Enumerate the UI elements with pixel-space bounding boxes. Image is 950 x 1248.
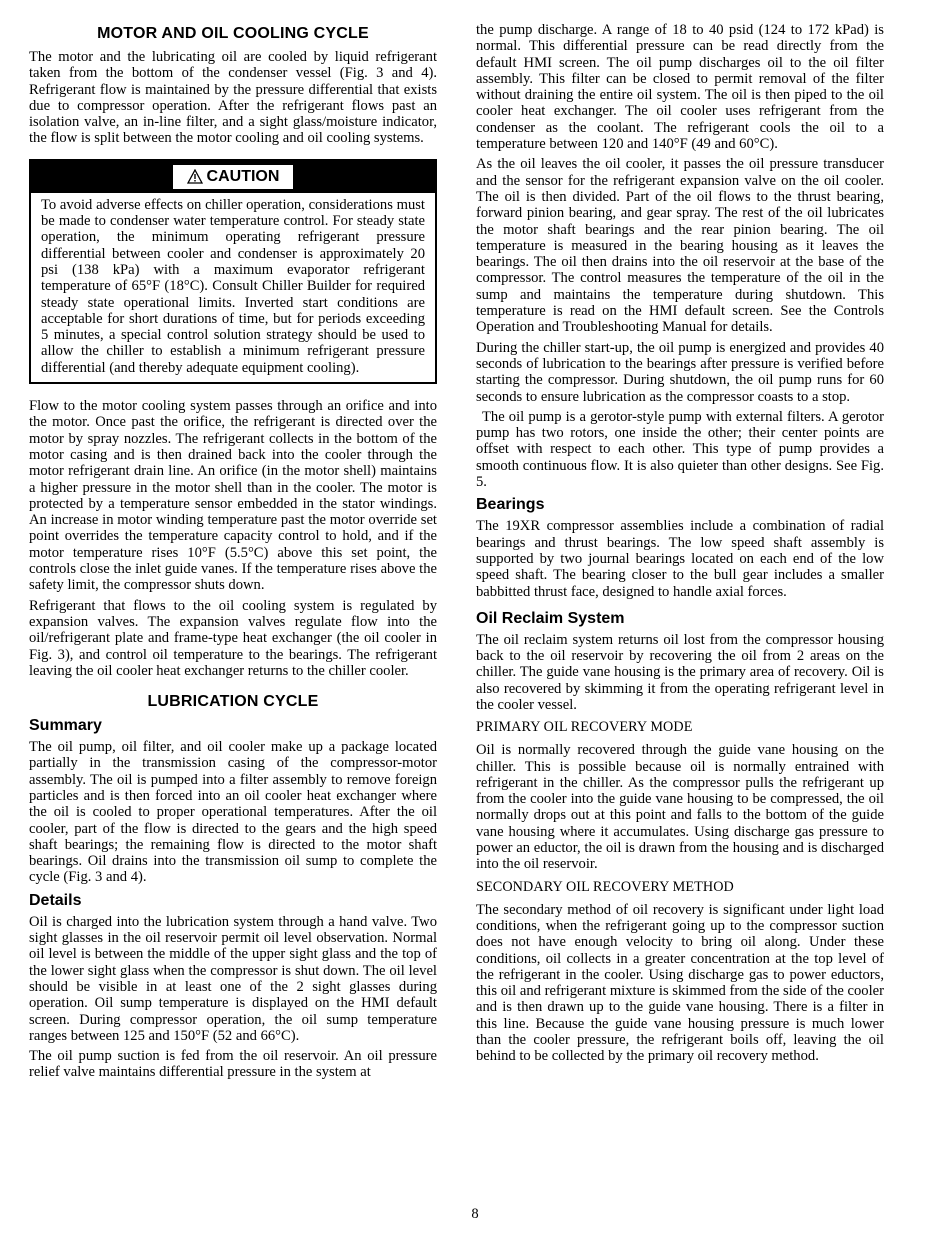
details-heading: Details xyxy=(29,891,82,909)
left-column xyxy=(29,22,437,1085)
caution-label: CAUTION xyxy=(206,167,280,185)
page-number: 8 xyxy=(471,1206,479,1222)
details-paragraph-1: Oil is charged into the lubrication system through a hand valve. Two sight glasses in the oil reservoir permit oil level observation. Normal oil level is between the middle of the upper sight glass and the top of the lower sight glass when the compressor is shut down. The oil level should be visible in at least one of the 2 sight glasses during operation. Oil sump temperature is displayed on the HMI default screen. During compressor operation, the oil sump temperature ranges between 125 and 150°F (52 and 66°C). xyxy=(29,913,437,1044)
motor-cooling-paragraph: The motor and the lubricating oil are cooled by liquid refrigerant taken from the bottom of the condenser vessel (Fig. 3 and 4). Refrigerant flow is maintained by the pressure differential that exists due to compressor operation. After the refrigerant flows past an isolation valve, an in-line filter, and a sight glass/moisture indicator, the flow is split between the motor cooling and oil cooling systems. xyxy=(29,49,437,147)
right-column xyxy=(476,22,884,1069)
primary-recovery-heading: PRIMARY OIL RECOVERY MODE xyxy=(476,719,693,736)
caution-header-bar xyxy=(31,161,435,193)
caution-label-box xyxy=(172,164,295,190)
summary-paragraph: The oil pump, oil filter, and oil cooler make up a package located partially in the transmission casing of the compressor-motor assembly. The oil is pumped into a filter assembly to remove foreign particles and is then forced into an oil cooler heat exchanger where the oil is cooled to proper operational temperatures. After the oil cooler, part of the flow is directed to the gears and the high speed shaft bearings; the remaining flow is directed to the motor shaft bearings. Oil drains into the transmission oil sump to complete the cycle (Fig. 3 and 4). xyxy=(29,739,437,886)
bearings-paragraph: The 19XR compressor assemblies include a combination of radial bearings and thrust bearings. The low speed shaft assembly is supported by two journal bearings located on each end of the low speed shaft. The bearing closer to the bull gear includes a smaller babbitted thrust face, designed to handle axial forces. xyxy=(476,518,884,600)
motor-oil-cooling-heading: MOTOR AND OIL COOLING CYCLE xyxy=(97,25,369,42)
motor-flow-paragraph: Flow to the motor cooling system passes through an orifice and into the motor. Once past the orifice, the refrigerant is directed over the motor by spray nozzles. The refrigerant collects in the bottom of the motor casing and is then drained back into the cooler through the motor refrigerant drain line. An orifice (in the motor shell) maintains a higher pressure in the motor shell than in the cooler. The motor is protected by a temperature sensor embedded in the stator windings. An increase in motor winding temperature past the motor override set point overrides the temperature capacity control to hold, and if the motor temperature rises 10°F (5.5°C) above this set point, the controls close the inlet guide vanes. If the temperature rises above the safety limit, the compressor shuts down. xyxy=(29,398,437,594)
summary-heading: Summary xyxy=(29,717,102,735)
primary-recovery-paragraph: Oil is normally recovered through the guide vane housing on the chiller. This is possible because oil is normally entrained with refrigerant in the chiller. As the compressor pulls the refrigerant up from the cooler into the guide vane housing to be compressed, the oil normally drops out at this point and falls to the bottom of the guide vane housing where it accumulates. Using discharge gas pressure to power an eductor, the oil is drawn from the housing and is discharged into the oil reservoir. xyxy=(476,742,884,873)
gerotor-paragraph: The oil pump is a gerotor-style pump with external filters. A gerotor pump has two rotors, one inside the other; their center points are offset with respect to each other. This type of pump provides a smooth continuous flow. It is also quieter than other designs. See Fig. 5. xyxy=(476,408,884,491)
secondary-recovery-heading: SECONDARY OIL RECOVERY METHOD xyxy=(476,878,734,895)
caution-text: To avoid adverse effects on chiller operation, considerations must be made to condenser water temperature control. For steady state operation, the minimum operating refrigerant pressure differential between cooler and condenser is approximately 20 psi (138 kPa) with a maximum evaporator refrigerant temperature of 65°F (18°C). Consult Chiller Builder for required steady state operational limits. Inverted start conditions are acceptable for short durations of time, but for periods exceeding 5 minutes, a special control solution strategy should be used to allow the chiller to establish a minimum refrigerant pressure differential (and thereby adequate equipment cooling). xyxy=(41,196,425,376)
startup-paragraph: During the chiller start-up, the oil pump is energized and provides 40 seconds of lubrication to the bearings after pressure is verified before starting the compressor. During shutdown, the oil pump runs for 60 seconds to ensure lubrication as the compressor coasts to a stop. xyxy=(476,339,884,405)
oil-reclaim-heading: Oil Reclaim System xyxy=(476,609,625,627)
caution-body xyxy=(31,193,435,382)
oil-cooling-paragraph: Refrigerant that flows to the oil cooling system is regulated by expansion valves. The expansion valves regulate flow into the oil/refrigerant plate and frame-type heat exchanger (the oil cooler in Fig. 3), and control oil temperature to the bearings. The refrigerant leaving the oil cooler heat exchanger returns to the chiller cooler. xyxy=(29,597,437,679)
details-paragraph-2: The oil pump suction is fed from the oil reservoir. An oil pressure relief valve maintains differential pressure in the system at xyxy=(29,1048,437,1081)
lubrication-cycle-heading: LUBRICATION CYCLE xyxy=(147,693,319,711)
secondary-recovery-paragraph: The secondary method of oil recovery is significant under light load conditions, when the refrigerant going up to the compressor suction does not have enough velocity to bring oil along. Under these conditions, oil collects in a greater concentration at the top level of the refrigerant in the cooler. Using discharge gas to power eductors, this oil and refrigerant mixture is skimmed from the side of the cooler and is then drawn up to the guide vane housing. There is a filter in this line. Because the guide vane housing pressure is much lower than the cooler pressure, the refrigerant boils off, leaving the oil behind to be collected by the primary oil recovery method. xyxy=(476,901,884,1065)
bearings-heading: Bearings xyxy=(476,496,545,514)
pump-discharge-paragraph: the pump discharge. A range of 18 to 40 psid (124 to 172 kPad) is normal. This differential pressure can be read directly from the default HMI screen. The oil pump discharges oil to the oil filter assembly. This filter can be closed to permit removal of the filter without draining the entire oil system. The oil is then piped to the oil cooler heat exchanger. The oil cooler uses refrigerant from the condenser as the coolant. The refrigerant cools the oil to a temperature between 120 and 140°F (49 and 60°C). xyxy=(476,22,884,153)
oil-cooler-flow-paragraph: As the oil leaves the oil cooler, it passes the oil pressure transducer and the sensor for the refrigerant expansion valve on the oil cooler. The oil is then divided. Part of the oil flows to the thrust bearing, forward pinion bearing, and gear spray. The rest of the oil lubricates the motor shaft bearings and the rear pinion bearing. The oil temperature is measured in the bearing housing as it leaves the bearings. The oil then drains into the oil reservoir at the base of the compressor. The control measures the temperature of the oil in the sump and maintains the temperature during shutdown. This temperature is read on the HMI default screen. See the Controls Operation and Troubleshooting Manual for details. xyxy=(476,156,884,336)
oil-reclaim-intro: The oil reclaim system returns oil lost from the compressor housing back to the oil reservoir by recovering the oil from 2 areas on the chiller. The guide vane housing is the primary area of recovery. Oil is also recovered by skimming it from the operating refrigerant level in the cooler vessel. xyxy=(476,631,884,713)
warning-triangle-icon xyxy=(187,169,203,184)
caution-box xyxy=(29,159,437,384)
